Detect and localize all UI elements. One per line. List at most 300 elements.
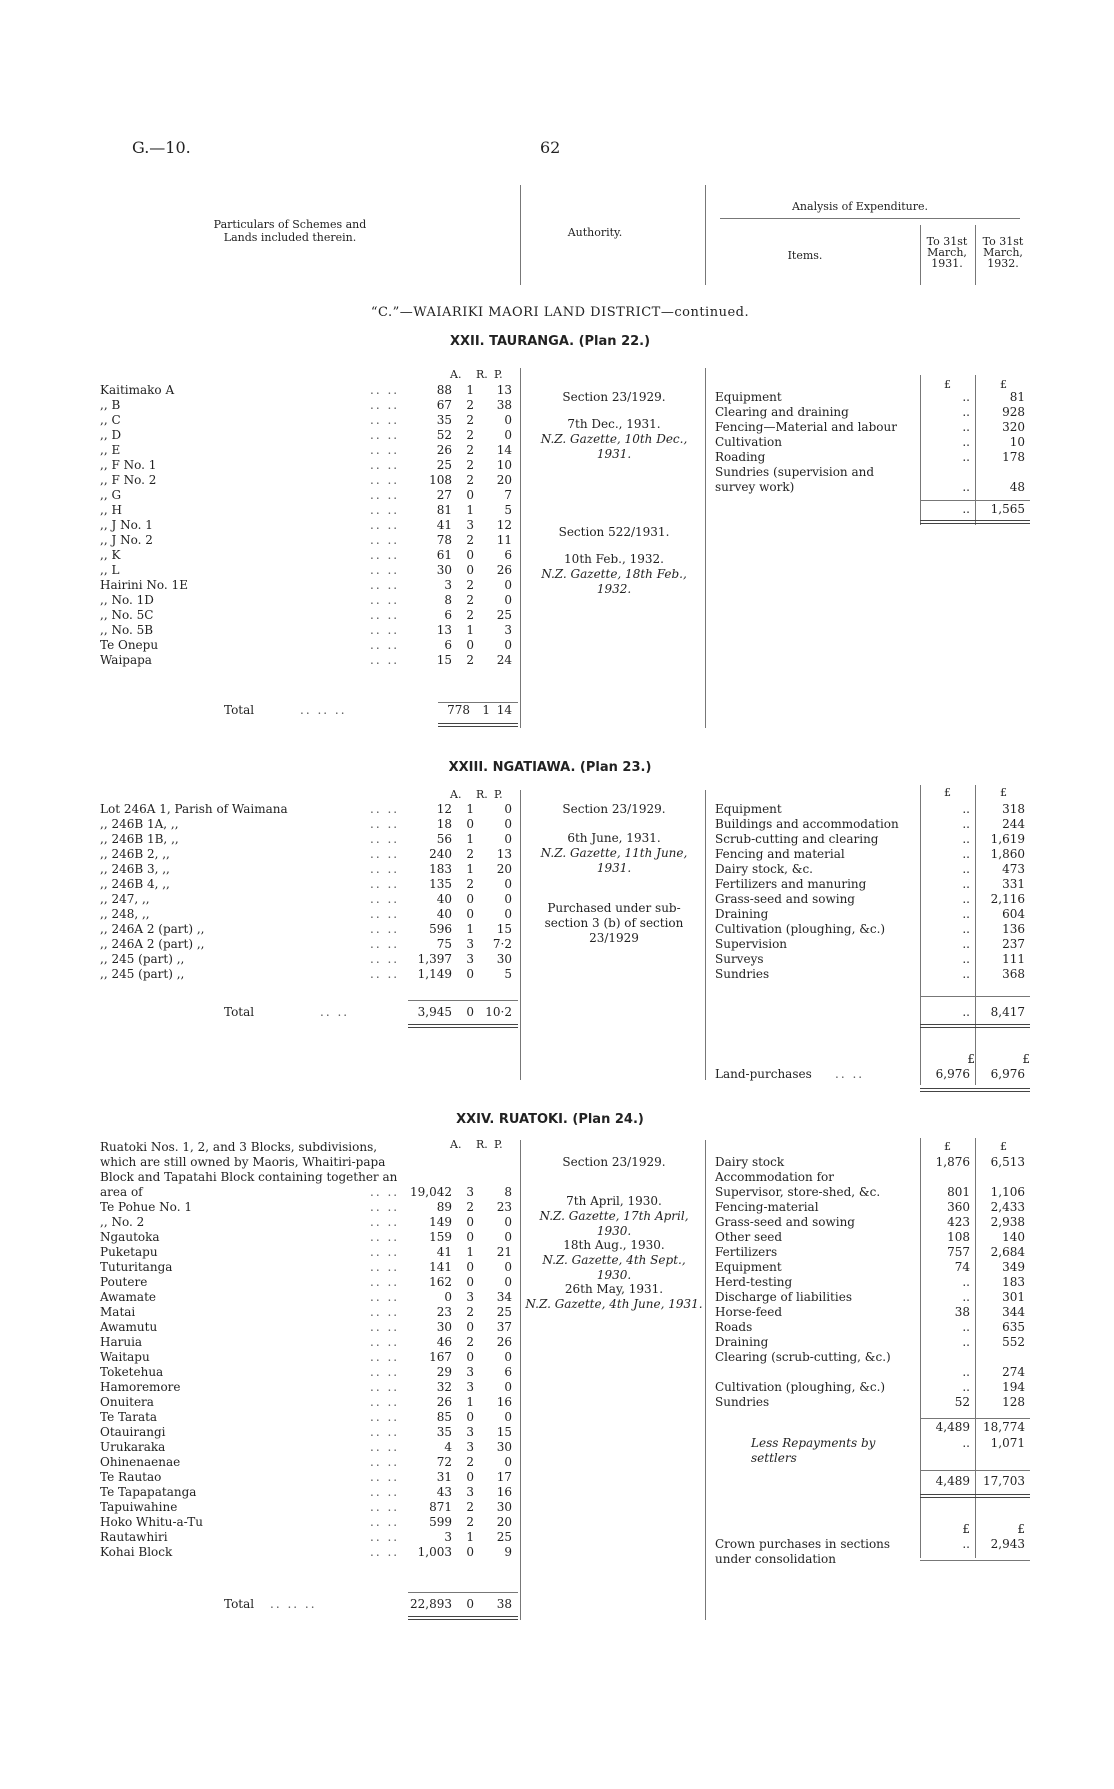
land-perches: 15: [496, 1425, 512, 1439]
item-label: Draining: [715, 907, 769, 921]
land-acres: 0: [444, 1290, 452, 1304]
land-row: ,, B .. .. 67 2 38: [100, 398, 512, 412]
land-roods: 0: [466, 1350, 474, 1364]
land-acres: 4: [444, 1440, 452, 1454]
land-acres: 1,397: [417, 952, 452, 966]
land-name: ,, H: [100, 503, 122, 517]
item-value-1931: ..: [962, 952, 970, 966]
land-perches: 20: [496, 862, 512, 876]
land-row: Waipapa .. .. 15 2 24: [100, 653, 512, 667]
item-value-1931: ..: [962, 937, 970, 951]
land-row: ,, 245 (part) ,, .. .. 1,397 3 30: [100, 952, 512, 966]
land-name: Awamate: [100, 1290, 157, 1304]
item-label: Roads: [715, 1320, 753, 1334]
land-perches: 0: [504, 1260, 512, 1274]
expenditure-item: [715, 1155, 1035, 1170]
item-label: Draining: [715, 1335, 769, 1349]
item-value-1932: 331: [1002, 877, 1025, 891]
expenditure-item: [715, 450, 1035, 465]
item-label: Clearing (scrub-cutting, &c.): [715, 1350, 891, 1364]
land-name: Poutere: [100, 1275, 148, 1289]
item-value-1932: 6,513: [990, 1155, 1025, 1169]
land-perches: 25: [496, 608, 512, 622]
land-acres: 32: [436, 1380, 452, 1394]
land-perches: 12: [496, 518, 512, 532]
land-roods: 0: [466, 488, 474, 502]
land-acres: 61: [436, 548, 452, 562]
item-value-1931: ..: [962, 1320, 970, 1334]
land-row: Urukaraka .. .. 4 3 30: [100, 1440, 512, 1454]
land-name: ,, 246A 2 (part) ,,: [100, 922, 205, 936]
land-acres: 25: [436, 458, 452, 472]
land-name: Waitapu: [100, 1350, 150, 1364]
land-acres: 35: [436, 1425, 452, 1439]
land-row: Waitapu .. .. 167 0 0: [100, 1350, 512, 1364]
land-acres: 240: [429, 847, 452, 861]
land-acres: 72: [436, 1455, 452, 1469]
land-row: ,, 246B 4, ,, .. .. 135 2 0: [100, 877, 512, 891]
land-perches: 6: [504, 548, 512, 562]
land-perches: 0: [504, 1380, 512, 1394]
land-perches: 0: [504, 907, 512, 921]
item-value-1931: 108: [947, 1230, 970, 1244]
crown-purchases-ruatoki: £ £ Crown purchases in sections under consolidation .. 2,943: [715, 1522, 1025, 1566]
expenditure-item: [715, 907, 1035, 922]
expenditure-item: [715, 847, 1035, 862]
expenditure-item: [715, 1170, 1035, 1200]
land-perches: 0: [504, 638, 512, 652]
land-roods: 2: [466, 473, 474, 487]
land-acres: 6: [444, 608, 452, 622]
item-value-1932: 274: [1002, 1365, 1025, 1379]
item-value-1931: 801: [947, 1185, 970, 1199]
land-name: ,, 246B 2, ,,: [100, 847, 170, 861]
item-value-1932: 320: [1002, 420, 1025, 434]
item-label: Cultivation (ploughing, &c.): [715, 922, 886, 936]
land-acres: 23: [436, 1305, 452, 1319]
land-acres: 30: [436, 563, 452, 577]
land-name: ,, G: [100, 488, 122, 502]
land-name: ,, 245 (part) ,,: [100, 967, 185, 981]
land-row: ,, 246B 2, ,, .. .. 240 2 13: [100, 847, 512, 861]
land-row: ,, D .. .. 52 2 0: [100, 428, 512, 442]
land-name: Onuitera: [100, 1395, 154, 1409]
land-name: Tapuiwahine: [100, 1500, 178, 1514]
land-perches: 11: [496, 533, 512, 547]
land-row: ,, 246A 2 (part) ,, .. .. 596 1 15: [100, 922, 512, 936]
land-roods: 0: [466, 892, 474, 906]
expenditure-item: [715, 1290, 1035, 1305]
land-roods: 3: [466, 1365, 474, 1379]
land-perches: 21: [496, 1245, 512, 1259]
land-acres: 75: [436, 937, 452, 951]
land-perches: 0: [504, 1350, 512, 1364]
item-label: Cultivation: [715, 435, 782, 449]
item-value-1931: 423: [947, 1215, 970, 1229]
col-particulars-heading: Particulars of Schemes and Lands included therein.: [213, 218, 367, 244]
item-label: Equipment: [715, 1260, 782, 1274]
item-value-1932: 1,106: [990, 1185, 1025, 1199]
land-acres: 26: [436, 1395, 452, 1409]
land-name: Hoko Whitu-a-Tu: [100, 1515, 204, 1529]
land-perches: 20: [496, 473, 512, 487]
expenditure-item: [715, 1320, 1035, 1335]
land-acres: 13: [436, 623, 452, 637]
land-row: ,, 246B 1B, ,, .. .. 56 1 0: [100, 832, 512, 846]
expenditure-item: [715, 967, 1035, 982]
land-perches: 0: [504, 413, 512, 427]
land-perches: 5: [504, 967, 512, 981]
land-name: ,, 246B 3, ,,: [100, 862, 170, 876]
item-value-1932: 244: [1002, 817, 1025, 831]
land-roods: 1: [466, 922, 474, 936]
land-perches: 0: [504, 1275, 512, 1289]
land-row: Te Rautao .. .. 31 0 17: [100, 1470, 512, 1484]
land-acres: 1,003: [417, 1545, 452, 1559]
land-acres: 40: [436, 907, 452, 921]
item-value-1931: ..: [962, 390, 970, 404]
land-name: ,, B: [100, 398, 121, 412]
land-perches: 26: [496, 563, 512, 577]
item-value-1931: ..: [962, 405, 970, 419]
land-acres: 88: [436, 383, 452, 397]
land-row: ,, No. 5B .. .. 13 1 3: [100, 623, 512, 637]
land-roods: 0: [466, 1275, 474, 1289]
item-value-1932: 183: [1002, 1275, 1025, 1289]
item-label: Other seed: [715, 1230, 783, 1244]
land-name: Awamutu: [100, 1320, 158, 1334]
land-roods: 0: [466, 1470, 474, 1484]
less-repayments-ruatoki: Less Repayments by settlers .. 1,071: [751, 1436, 1025, 1465]
land-row: ,, K .. .. 61 0 6: [100, 548, 512, 562]
land-perches: 17: [496, 1470, 512, 1484]
land-roods: 0: [466, 548, 474, 562]
land-perches: 0: [504, 817, 512, 831]
land-row: Ohinenaenae .. .. 72 2 0: [100, 1455, 512, 1469]
land-row: Te Tarata .. .. 85 0 0: [100, 1410, 512, 1424]
land-row: ,, E .. .. 26 2 14: [100, 443, 512, 457]
items-total-tauranga: .. 1,565: [962, 502, 1025, 516]
land-row: ,, 246A 2 (part) ,, .. .. 75 3 7·2: [100, 937, 512, 951]
land-acres: 56: [436, 832, 452, 846]
expenditure-item: [715, 1395, 1035, 1410]
land-perches: 7: [504, 488, 512, 502]
items-list-tauranga: [715, 390, 1035, 495]
land-roods: 2: [466, 443, 474, 457]
item-value-1931: ..: [962, 817, 970, 831]
land-perches: 30: [496, 1500, 512, 1514]
land-row: Tapuiwahine .. .. 871 2 30: [100, 1500, 512, 1514]
item-value-1932: 1,619: [990, 832, 1025, 846]
expenditure-item: [715, 817, 1035, 832]
land-row: Hairini No. 1E .. .. 3 2 0: [100, 578, 512, 592]
land-perches: 25: [496, 1305, 512, 1319]
land-row: ,, No. 1D .. .. 8 2 0: [100, 593, 512, 607]
land-name: ,, J No. 1: [100, 518, 153, 532]
land-acres: 15: [436, 653, 452, 667]
land-acres: 167: [429, 1350, 452, 1364]
land-row: Te Onepu .. .. 6 0 0: [100, 638, 512, 652]
land-acres: 89: [436, 1200, 452, 1214]
item-value-1932: 301: [1002, 1290, 1025, 1304]
item-label: Fertilizers: [715, 1245, 778, 1259]
item-value-1931: ..: [962, 1365, 970, 1379]
land-row: ,, J No. 1 .. .. 41 3 12: [100, 518, 512, 532]
land-acres: 18: [436, 817, 452, 831]
item-value-1931: ..: [962, 1290, 970, 1304]
land-perches: 0: [504, 832, 512, 846]
land-acres: 19,042: [410, 1185, 452, 1199]
item-value-1931: ..: [962, 907, 970, 921]
item-value-1931: 52: [954, 1395, 970, 1409]
land-acres: 599: [429, 1515, 452, 1529]
land-perches: 30: [496, 1440, 512, 1454]
item-value-1931: ..: [962, 1335, 970, 1349]
land-acres: 6: [444, 638, 452, 652]
land-perches: 24: [496, 653, 512, 667]
land-roods: 2: [466, 1305, 474, 1319]
land-perches: 0: [504, 578, 512, 592]
land-perches: 0: [504, 877, 512, 891]
item-label: Accommodation for Supervisor, store-shed, &c.: [715, 1170, 881, 1199]
land-name: Toketehua: [100, 1365, 164, 1379]
land-perches: 8: [504, 1185, 512, 1199]
item-value-1932: 552: [1002, 1335, 1025, 1349]
land-roods: 2: [466, 593, 474, 607]
land-name: Ruatoki Nos. 1, 2, and 3 Blocks, subdivisions, which are still owned by Maoris, Whaitiri-papa Block and Tapatahi Block containing together an area of: [100, 1140, 398, 1199]
land-row: ,, No. 2 .. .. 149 0 0: [100, 1215, 512, 1229]
land-row: ,, F No. 1 .. .. 25 2 10: [100, 458, 512, 472]
item-label: Supervision: [715, 937, 788, 951]
land-roods: 3: [466, 1485, 474, 1499]
land-perches: 34: [496, 1290, 512, 1304]
item-value-1931: ..: [962, 847, 970, 861]
land-name: Hairini No. 1E: [100, 578, 188, 592]
expenditure-item: [715, 1350, 1035, 1380]
land-name: ,, 248, ,,: [100, 907, 150, 921]
land-row: Te Tapapatanga .. .. 43 3 16: [100, 1485, 512, 1499]
item-value-1932: 128: [1002, 1395, 1025, 1409]
land-name: ,, E: [100, 443, 121, 457]
land-roods: 1: [466, 802, 474, 816]
land-acres: 41: [436, 518, 452, 532]
land-row: Otauirangi .. .. 35 3 15: [100, 1425, 512, 1439]
item-value-1932: 237: [1002, 937, 1025, 951]
land-roods: 2: [466, 1455, 474, 1469]
expenditure-item: [715, 1335, 1035, 1350]
item-value-1931: ..: [962, 450, 970, 464]
land-row: Hamoremore .. .. 32 3 0: [100, 1380, 512, 1394]
page-number: 62: [540, 138, 561, 157]
item-label: Dairy stock: [715, 1155, 785, 1169]
land-roods: 1: [466, 1245, 474, 1259]
land-perches: 5: [504, 503, 512, 517]
land-row: Hoko Whitu-a-Tu .. .. 599 2 20: [100, 1515, 512, 1529]
land-perches: 37: [496, 1320, 512, 1334]
land-row: Rautawhiri .. .. 3 1 25: [100, 1530, 512, 1544]
land-perches: 0: [504, 428, 512, 442]
land-name: Haruia: [100, 1335, 143, 1349]
total-row-tauranga: Total .. .. .. 778 1 14: [224, 703, 512, 717]
item-value-1932: 136: [1002, 922, 1025, 936]
land-acres: 108: [429, 473, 452, 487]
land-roods: 3: [466, 1290, 474, 1304]
land-name: Ngautoka: [100, 1230, 160, 1244]
land-perches: 30: [496, 952, 512, 966]
land-acres: 27: [436, 488, 452, 502]
land-roods: 0: [466, 1215, 474, 1229]
item-value-1932: 2,684: [990, 1245, 1025, 1259]
item-value-1932: 81: [1009, 390, 1025, 404]
land-perches: 9: [504, 1545, 512, 1559]
land-roods: 3: [466, 1440, 474, 1454]
land-name: Waipapa: [100, 653, 152, 667]
land-perches: 38: [496, 398, 512, 412]
land-roods: 2: [466, 578, 474, 592]
land-roods: 1: [466, 503, 474, 517]
item-label: Sundries (supervision and survey work): [715, 465, 875, 494]
item-value-1931: ..: [962, 967, 970, 981]
items-list-ruatoki: [715, 1155, 1035, 1410]
land-name: Te Tarata: [100, 1410, 158, 1424]
district-title: “C.”—WAIARIKI MAORI LAND DISTRICT—continued.: [370, 305, 750, 320]
item-label: Dairy stock, &c.: [715, 862, 813, 876]
item-label: Herd-testing: [715, 1275, 793, 1289]
land-name: Te Rautao: [100, 1470, 162, 1484]
item-label: Sundries: [715, 967, 770, 981]
land-name: Rautawhiri: [100, 1530, 168, 1544]
item-value-1932: 140: [1002, 1230, 1025, 1244]
land-name: Puketapu: [100, 1245, 158, 1259]
land-row: Awamutu .. .. 30 0 37: [100, 1320, 512, 1334]
land-perches: 0: [504, 593, 512, 607]
land-roods: 2: [466, 458, 474, 472]
item-label: Roading: [715, 450, 766, 464]
land-acres: 31: [436, 1470, 452, 1484]
expenditure-item: [715, 862, 1035, 877]
item-label: Grass-seed and sowing: [715, 1215, 855, 1229]
item-label: Discharge of liabilities: [715, 1290, 852, 1304]
land-row: ,, L .. .. 30 0 26: [100, 563, 512, 577]
land-perches: 10: [496, 458, 512, 472]
land-perches: 25: [496, 1530, 512, 1544]
land-name: Tuturitanga: [100, 1260, 173, 1274]
land-name: Te Onepu: [100, 638, 159, 652]
land-row: Toketehua .. .. 29 3 6: [100, 1365, 512, 1379]
land-name: ,, K: [100, 548, 121, 562]
land-row: Onuitera .. .. 26 1 16: [100, 1395, 512, 1409]
land-roods: 1: [466, 623, 474, 637]
land-acres: 135: [429, 877, 452, 891]
land-acres: 85: [436, 1410, 452, 1424]
section-title-ngatiawa: XXIII. NGATIAWA. (Plan 23.): [448, 760, 652, 775]
land-name: ,, 246B 4, ,,: [100, 877, 170, 891]
item-value-1932: 2,938: [990, 1215, 1025, 1229]
land-perches: 26: [496, 1335, 512, 1349]
item-label: Buildings and accommodation: [715, 817, 899, 831]
item-value-1931: 1,876: [935, 1155, 970, 1169]
land-perches: 16: [496, 1395, 512, 1409]
item-label: Fencing-material: [715, 1200, 819, 1214]
land-name: ,, No. 5C: [100, 608, 154, 622]
item-value-1932: 928: [1002, 405, 1025, 419]
land-acres: 12: [436, 802, 452, 816]
land-name: Matai: [100, 1305, 136, 1319]
item-label: Clearing and draining: [715, 405, 849, 419]
land-roods: 2: [466, 413, 474, 427]
authority-tauranga: Section 23/1929. 7th Dec., 1931. N.Z. Gazette, 10th Dec., 1931. Section 522/1931. 10th Feb., 1932. N.Z. Gazette, 18th Feb., 1932.: [540, 390, 688, 596]
expenditure-item: [715, 1200, 1035, 1215]
item-value-1931: ..: [962, 1380, 970, 1394]
col-analysis-heading: Analysis of Expenditure.: [791, 200, 928, 213]
land-perches: 0: [504, 1410, 512, 1424]
expenditure-item: [715, 420, 1035, 435]
land-acres: 41: [436, 1245, 452, 1259]
land-perches: 14: [496, 443, 512, 457]
land-acres: 1,149: [417, 967, 452, 981]
item-value-1932: 368: [1002, 967, 1025, 981]
col-1931-heading: To 31st March, 1931.: [926, 235, 968, 270]
expenditure-item: [715, 1260, 1035, 1275]
land-roods: 3: [466, 1185, 474, 1199]
land-row: Tuturitanga .. .. 141 0 0: [100, 1260, 512, 1274]
land-name: ,, F No. 2: [100, 473, 157, 487]
land-roods: 2: [466, 653, 474, 667]
item-value-1932: 10: [1009, 435, 1025, 449]
lands-list-ngatiawa: [100, 802, 518, 982]
expenditure-item: [715, 922, 1035, 937]
net-ruatoki: 4,489 17,703: [935, 1474, 1025, 1488]
land-row: Ruatoki Nos. 1, 2, and 3 Blocks, subdivisions, which are still owned by Maoris, Whaitiri-papa Block and Tapatahi Block containing together an area of .. .. 19,042 3 8: [100, 1140, 512, 1199]
land-name: ,, No. 1D: [100, 593, 154, 607]
item-value-1932: 48: [1009, 480, 1025, 494]
item-value-1932: 1,860: [990, 847, 1025, 861]
land-roods: 3: [466, 1425, 474, 1439]
land-name: ,, 246B 1B, ,,: [100, 832, 179, 846]
land-roods: 1: [466, 383, 474, 397]
item-label: Surveys: [715, 952, 764, 966]
land-acres: 29: [436, 1365, 452, 1379]
item-value-1931: ..: [962, 832, 970, 846]
land-name: ,, 246B 1A, ,,: [100, 817, 179, 831]
land-roods: 1: [466, 1395, 474, 1409]
land-name: Te Tapapatanga: [100, 1485, 197, 1499]
land-name: ,, L: [100, 563, 120, 577]
land-acres: 78: [436, 533, 452, 547]
section-title-ruatoki: XXIV. RUATOKI. (Plan 24.): [456, 1112, 644, 1127]
land-roods: 3: [466, 518, 474, 532]
land-roods: 2: [466, 1515, 474, 1529]
land-name: Te Pohue No. 1: [100, 1200, 192, 1214]
land-name: ,, J No. 2: [100, 533, 153, 547]
land-acres: 596: [429, 922, 452, 936]
expenditure-item: [715, 1305, 1035, 1320]
item-label: Fertilizers and manuring: [715, 877, 867, 891]
item-value-1931: ..: [962, 922, 970, 936]
item-label: Sundries: [715, 1395, 770, 1409]
item-value-1931: ..: [962, 892, 970, 906]
land-roods: 0: [466, 638, 474, 652]
land-row: ,, J No. 2 .. .. 78 2 11: [100, 533, 512, 547]
land-perches: 23: [496, 1200, 512, 1214]
land-acres: 52: [436, 428, 452, 442]
land-acres: 149: [429, 1215, 452, 1229]
land-roods: 2: [466, 1500, 474, 1514]
land-roods: 1: [466, 862, 474, 876]
land-perches: 0: [504, 1230, 512, 1244]
land-row: ,, No. 5C .. .. 6 2 25: [100, 608, 512, 622]
land-name: Urukaraka: [100, 1440, 166, 1454]
